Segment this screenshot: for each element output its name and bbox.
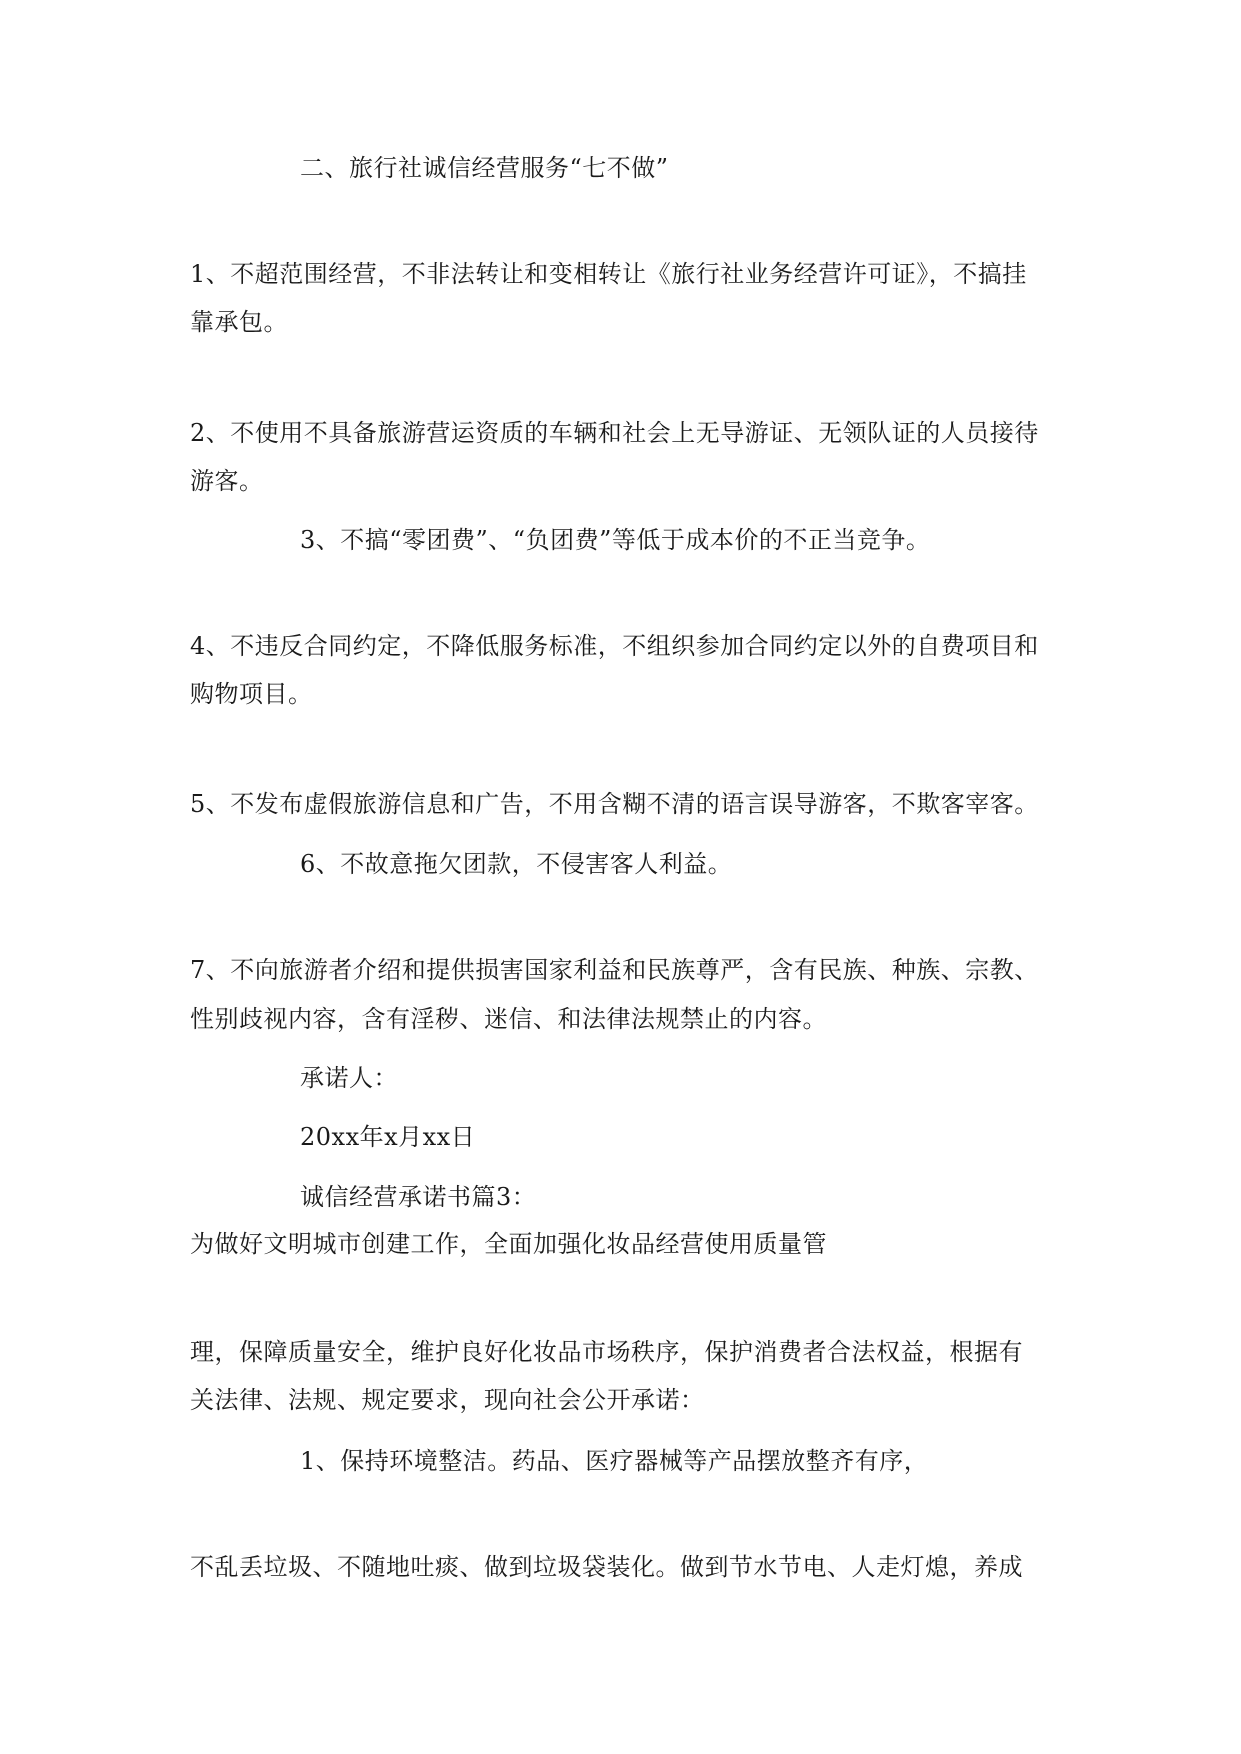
paragraph-3-line-2: 理，保障质量安全，维护良好化妆品市场秩序，保护消费者合法权益，根据有 [190,1338,1023,1366]
item-1-line-2: 靠承包。 [190,308,288,336]
signature-date: 20xx年x月xx日 [300,1123,476,1151]
paragraph-3-line-3: 关法律、法规、规定要求，现向社会公开承诺： [190,1386,705,1414]
item-3: 3、不搞“零团费”、“负团费”等低于成本价的不正当竞争。 [300,526,931,554]
item-5: 5、不发布虚假旅游信息和广告，不用含糊不清的语言误导游客，不欺客宰客。 [190,790,1039,818]
commitment-item-1: 1、保持环境整洁。药品、医疗器械等产品摆放整齐有序， [300,1447,929,1475]
item-2-line-1: 2、不使用不具备旅游营运资质的车辆和社会上无导游证、无领队证的人员接待 [190,419,1039,447]
item-6: 6、不故意拖欠团款，不侵害客人利益。 [300,850,733,878]
item-4-line-2: 购物项目。 [190,680,313,708]
next-section-title: 诚信经营承诺书篇3： [300,1183,537,1211]
item-7-line-2: 性别歧视内容，含有淫秽、迷信、和法律法规禁止的内容。 [190,1005,827,1033]
item-1-line-1: 1、不超范围经营，不非法转让和变相转让《旅行社业务经营许可证》，不搞挂 [190,260,1027,288]
promisor-label: 承诺人： [300,1064,398,1092]
item-4-line-1: 4、不违反合同约定，不降低服务标准，不组织参加合同约定以外的自费项目和 [190,632,1039,660]
section-title: 二、旅行社诚信经营服务“七不做” [300,154,669,182]
item-7-line-1: 7、不向旅游者介绍和提供损害国家利益和民族尊严，含有民族、种族、宗教、 [190,956,1039,984]
item-2-line-2: 游客。 [190,467,264,495]
paragraph-3-line-1: 为做好文明城市创建工作，全面加强化妆品经营使用质量管 [190,1230,827,1258]
commitment-item-1-continued: 不乱丢垃圾、不随地吐痰、做到垃圾袋装化。做到节水节电、人走灯熄，养成 [190,1553,1023,1581]
